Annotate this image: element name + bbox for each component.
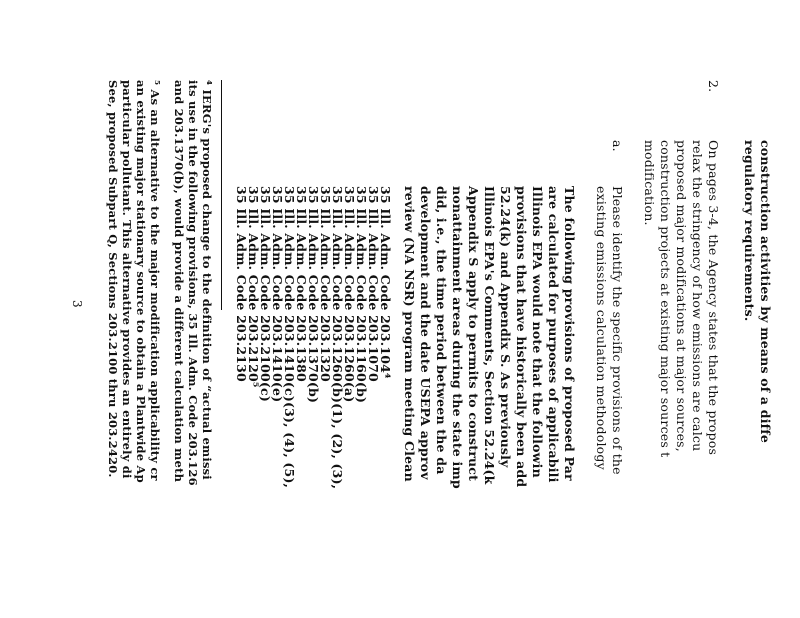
item-2-line-5: modification. <box>642 140 657 226</box>
top-line-2: regulatory requirements. <box>742 140 757 322</box>
footnote-5-line-3: particular pollutant. This alternative provides an entirely di <box>120 80 134 479</box>
code-line-12: 35 Ill. Adm. Code 203.2120⁵ <box>246 186 261 388</box>
code-line-4: 35 Ill. Adm. Code 203.1260(a) <box>342 186 357 403</box>
code-line-8: 35 Ill. Adm. Code 203.1380 <box>294 186 309 382</box>
item-2-line-4: construction projects at existing major sources t <box>658 140 673 458</box>
item-2-number: 2. <box>706 80 721 93</box>
code-line-13: 35 Ill. Adm. Code 203.2130 <box>234 186 249 382</box>
footnote-5-line-4: See, proposed Subpart Q, Sections 203.2100 thru 203.2420. <box>106 80 120 478</box>
code-line-2: 35 Ill. Adm. Code 203.1070 <box>366 186 381 382</box>
top-line-1: construction activities by means of a diffe <box>758 140 773 443</box>
footnote-5-line-1: ⁵ As an alternative to the major modification applicability cr <box>148 80 162 481</box>
answer-line-8: nonattainment areas during the state imp <box>450 186 465 489</box>
footnote-4-line-2: its use in the following provisions, 35 Ill. Adm. Code 203.126 <box>186 80 200 486</box>
item-a-letter: a. <box>610 140 625 152</box>
footnote-separator <box>221 80 222 310</box>
item-a-line-1: Please identify the specific provisions of the <box>610 186 625 475</box>
code-line-11: 35 Ill. Adm. Code 203.2100(c) <box>258 186 273 402</box>
code-line-6: 35 Ill. Adm. Code 203.1320 <box>318 186 333 382</box>
answer-line-10: development and the date USEPA approv <box>418 186 433 480</box>
answer-line-2: are calculated for purposes of applicabili <box>546 186 561 483</box>
page-number: 3 <box>70 300 84 308</box>
footnote-4-line-1: ⁴ IERG's proposed change to the definition of “actual emissi <box>200 80 214 480</box>
item-a-line-2: existing emissions calculation methodology <box>594 186 609 470</box>
answer-line-6: Illinois EPA's Comments, Section 52.24(k <box>482 186 497 485</box>
answer-line-4: provisions that have historically been add <box>514 186 529 488</box>
footnote-5-line-2: an existing major stationary source to obtain a Plantwide Ap <box>134 80 148 483</box>
answer-line-11: review (NA NSR) program meeting Clean <box>402 186 417 482</box>
item-2-line-1: On pages 3-4, the Agency states that the propos <box>706 140 721 456</box>
answer-line-7: Appendix S apply to permits to construct <box>466 186 481 482</box>
code-line-5: 35 Ill. Adm. Code 203.1260(b)(1), (2), (3), <box>330 186 345 490</box>
code-line-9: 35 Ill. Adm. Code 203.1410(c)(3), (4), (5), <box>282 186 297 489</box>
answer-line-5: 52.24(k) and Appendix S. As previously <box>498 186 513 468</box>
code-line-7: 35 Ill. Adm. Code 203.1370(b) <box>306 186 321 404</box>
code-line-10: 35 Ill. Adm. Code 203.1410(e) <box>270 186 285 403</box>
footnote-4-line-3: and 203.1370(b), would provide a different calculation meth <box>172 80 186 483</box>
item-2-line-3: proposed major modifications at major sources, <box>674 140 689 452</box>
item-2-line-2: relax the stringency of how emissions are calcu <box>690 140 705 452</box>
answer-line-1: The following provisions of proposed Par <box>562 186 577 481</box>
code-line-1: 35 Ill. Adm. Code 203.104⁴ <box>378 186 393 379</box>
answer-line-3: Illinois EPA would note that the followin <box>530 186 545 478</box>
code-line-3: 35 Ill. Adm. Code 203.1160(b) <box>354 186 369 404</box>
answer-line-9: did, i.e., the time period between the da <box>434 186 449 475</box>
